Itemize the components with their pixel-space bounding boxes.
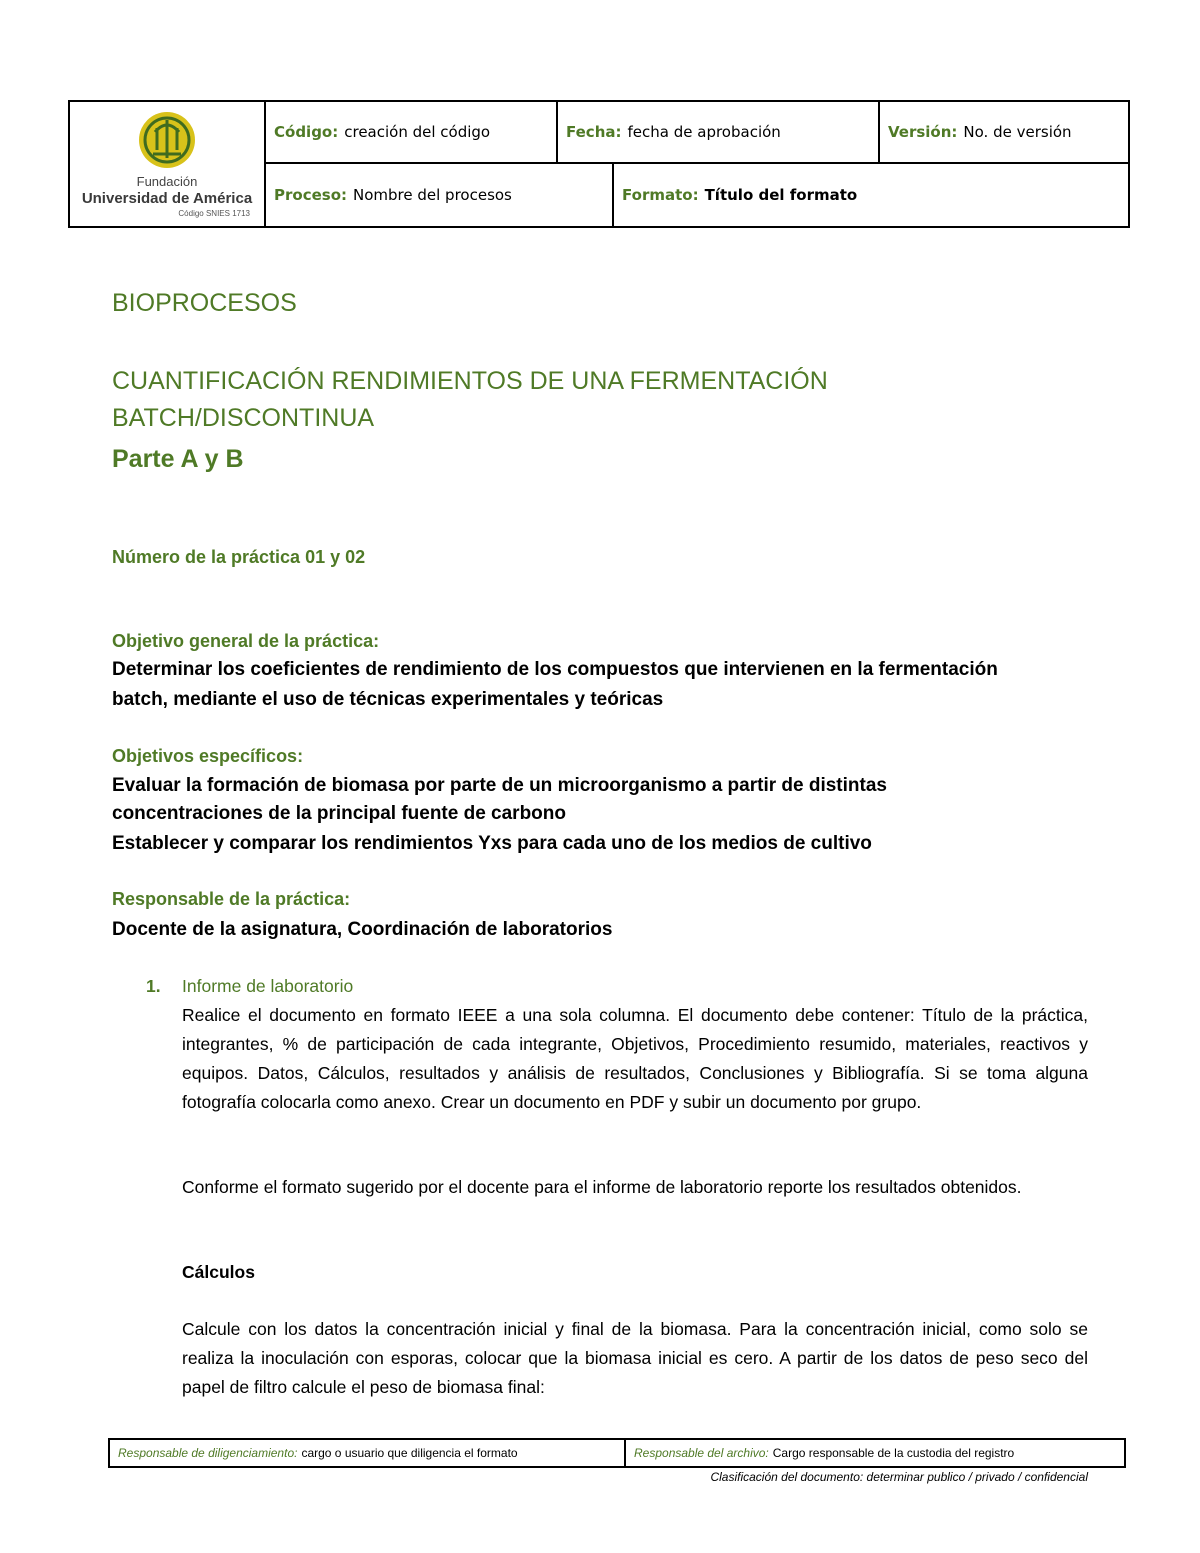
practice-number: Número de la práctica 01 y 02	[112, 547, 366, 567]
fecha-cell	[556, 102, 878, 162]
section-1-paragraph-1: Realice el documento en formato IEEE a una sola columna. El documento debe contener: Título de la práctica, integrantes, % de participación de cada integrante, Objetivos, Procedimiento resumido, materiales, reactivos y equipos. Datos, Cálculos, resultados y análisis de resultados, Conclusiones y Bibliografía. Si se toma alguna fotografía colocarla como anexo. Crear un documento en PDF y subir un documento por grupo.	[182, 1005, 1088, 1112]
title-line-2: BATCH/DISCONTINUA	[112, 404, 375, 432]
formato-label: Formato:	[622, 186, 699, 204]
fecha-value: fecha de aprobación	[627, 123, 781, 141]
codigo-cell	[266, 102, 558, 162]
logo-university-name: Universidad de América	[81, 190, 253, 207]
general-objective-line-2: batch, mediante el uso de técnicas experimentales y teóricas	[112, 689, 664, 710]
proceso-value: Nombre del procesos	[353, 186, 512, 204]
logo-cell	[70, 102, 266, 226]
section-1-paragraph-2: Conforme el formato sugerido por el docente para el informe de laboratorio reporte los resultados obtenidos.	[182, 1177, 1022, 1197]
document-classification: Clasificación del documento: determinar publico / privado / confidencial	[710, 1470, 1088, 1484]
codigo-value: creación del código	[344, 123, 491, 141]
specific-objectives-heading: Objetivos específicos:	[112, 746, 304, 766]
footer-table	[108, 1438, 1126, 1468]
responsible-value: Docente de la asignatura, Coordinación de laboratorios	[112, 919, 613, 940]
proceso-cell	[266, 164, 614, 226]
specific-objective-line-1: Evaluar la formación de biomasa por parte de un microorganismo a partir de distintas	[112, 775, 887, 796]
header-table	[68, 100, 1130, 228]
specific-objective-line-2: concentraciones de la principal fuente de carbono	[112, 803, 566, 824]
fecha-label: Fecha:	[566, 123, 622, 141]
resp-archivo-label: Responsable del archivo:	[634, 1446, 769, 1460]
university-seal-icon	[137, 110, 197, 170]
area-title: BIOPROCESOS	[112, 289, 297, 317]
resp-diligenciamiento-cell	[110, 1440, 626, 1466]
version-value: No. de versión	[963, 123, 1072, 141]
version-label: Versión:	[888, 123, 958, 141]
resp-archivo-value: Cargo responsable de la custodia del registro	[772, 1446, 1015, 1460]
calculos-heading: Cálculos	[182, 1262, 255, 1282]
responsible-heading: Responsable de la práctica:	[112, 889, 351, 909]
codigo-label: Código:	[274, 123, 339, 141]
section-1-number: 1.	[146, 976, 161, 996]
resp-archivo-cell	[624, 1440, 1124, 1466]
title-line-3: Parte A y B	[112, 445, 244, 473]
version-cell	[878, 102, 1128, 162]
logo-fundacion: Fundación	[136, 174, 198, 189]
resp-diligenciamiento-label: Responsable de diligenciamiento:	[118, 1446, 298, 1460]
section-1-title: Informe de laboratorio	[182, 976, 354, 996]
formato-cell	[612, 164, 1128, 226]
calculos-paragraph: Calcule con los datos la concentración inicial y final de la biomasa. Para la concentración inicial, como solo se realiza la inoculación con esporas, colocar que la biomasa inicial es cero. A partir de los datos de peso seco del papel de filtro calcule el peso de biomasa final:	[182, 1319, 1088, 1397]
header-row-2	[266, 164, 1128, 226]
general-objective-line-1: Determinar los coeficientes de rendimiento de los compuestos que intervienen en la fermentación	[112, 659, 998, 680]
general-objective-heading: Objetivo general de la práctica:	[112, 631, 380, 651]
specific-objective-line-3: Establecer y comparar los rendimientos Yxs para cada uno de los medios de cultivo	[112, 833, 872, 854]
resp-diligenciamiento-value: cargo o usuario que diligencia el formato	[301, 1446, 518, 1460]
header-row-1	[266, 102, 1128, 164]
proceso-label: Proceso:	[274, 186, 347, 204]
logo-snies: Código SNIES 1713	[178, 209, 250, 218]
formato-value: Título del formato	[704, 186, 858, 204]
title-line-1: CUANTIFICACIÓN RENDIMIENTOS DE UNA FERMENTACIÓN	[112, 367, 828, 395]
